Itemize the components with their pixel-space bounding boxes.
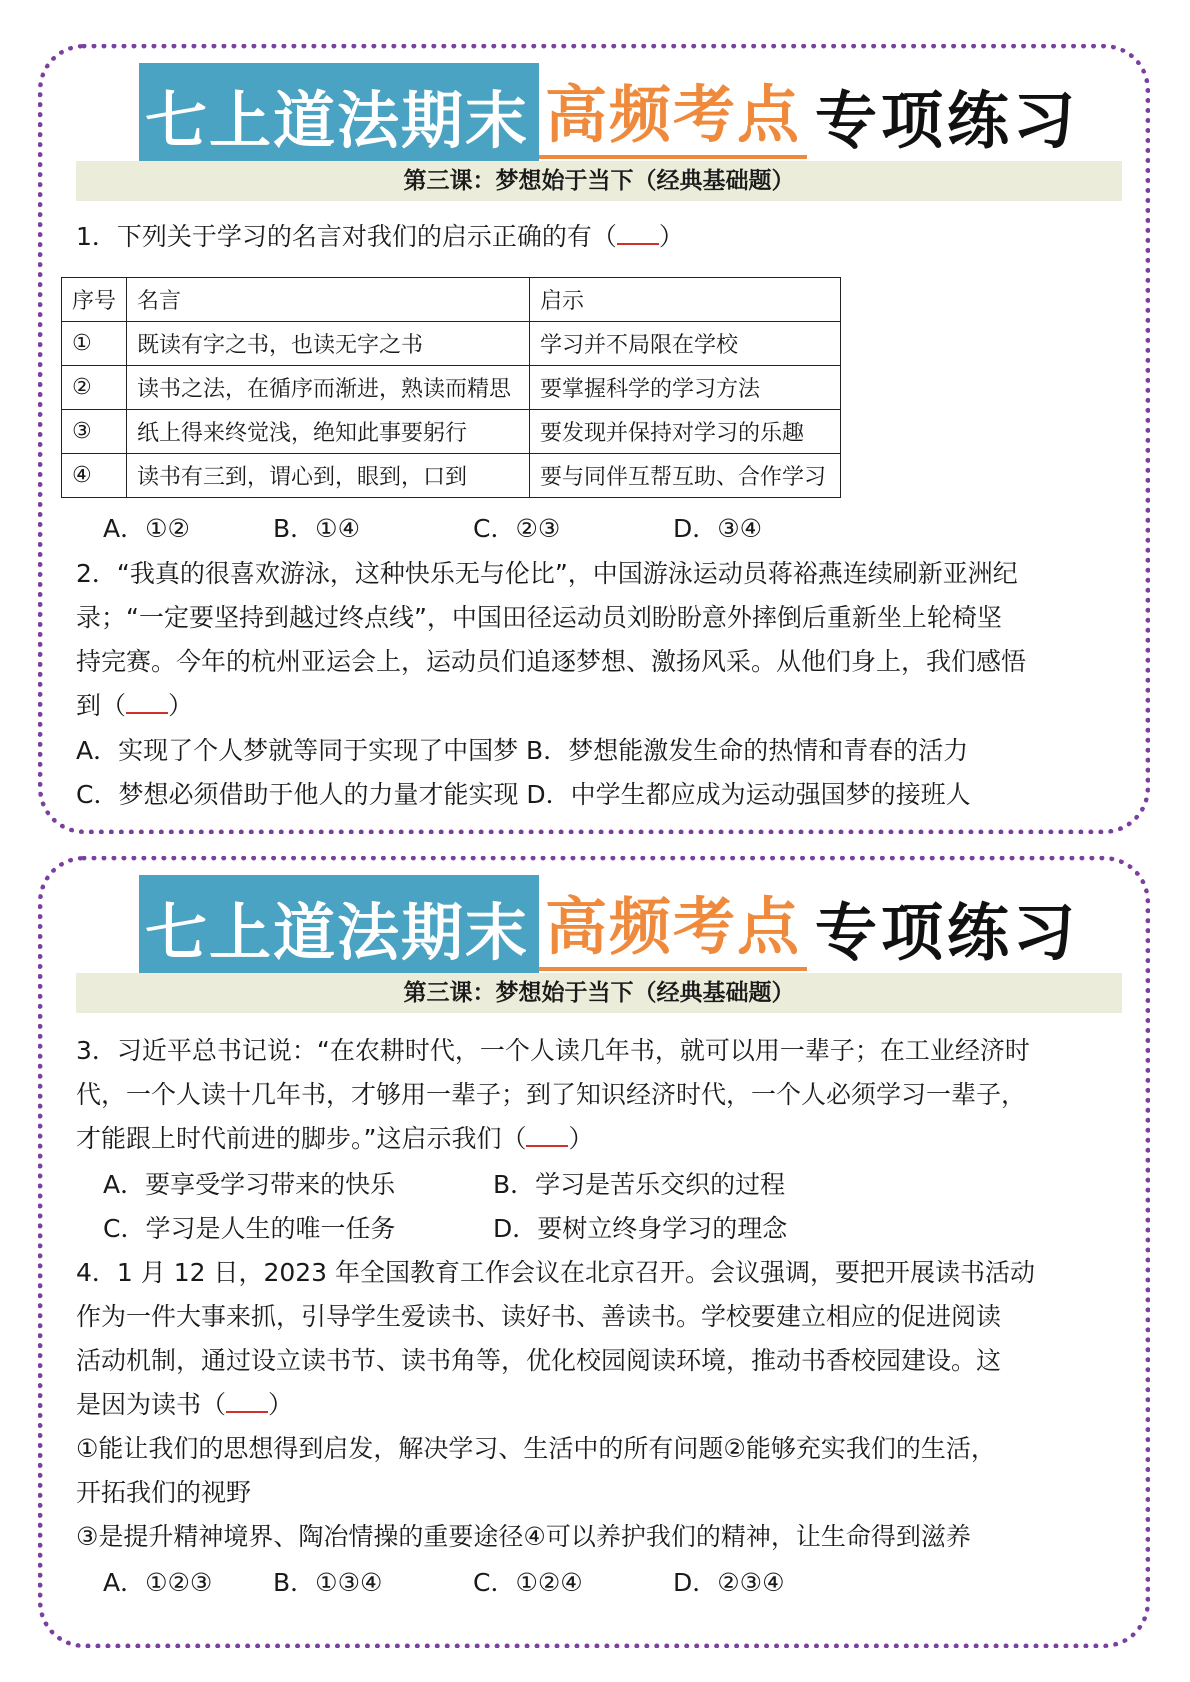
q1-option-d[interactable]: D．③④ [673, 514, 763, 543]
row-quote: 纸上得来终觉浅，绝知此事要躬行 [127, 410, 530, 454]
question-card-1 [38, 44, 1150, 834]
table-row [62, 410, 841, 454]
q2-stem-line: 录；“一定要坚持到越过终点线”，中国田径运动员刘盼盼意外摔倒后重新坐上轮椅坚 [76, 603, 1002, 632]
q4-stem-line: 活动机制，通过设立读书节、读书角等，优化校园阅读环境，推动书香校园建设。这 [76, 1346, 1002, 1375]
q4-option-a[interactable]: A．①②③ [103, 1568, 213, 1597]
answer-blank[interactable] [226, 1387, 268, 1413]
q1-option-a[interactable]: A．①② [103, 514, 190, 543]
q1-option-b[interactable]: B．①④ [273, 514, 360, 543]
header-index: 序号 [62, 278, 127, 322]
q4-option-b[interactable]: B．①③④ [273, 1568, 383, 1597]
title-part-2: 高频考点 [539, 63, 807, 159]
q2-options-ab[interactable]: A．实现了个人梦就等同于实现了中国梦 B．梦想能激发生命的热情和青春的活力 [76, 736, 969, 765]
q4-options [103, 1561, 785, 1605]
answer-blank[interactable] [617, 219, 659, 245]
q1-stem-close: ） [658, 222, 684, 251]
row-quote: 读书之法，在循序而渐进，熟读而精思 [127, 366, 530, 410]
row-insight: 要与同伴互帮互助、合作学习 [530, 454, 841, 498]
q3-option-a[interactable]: A．要享受学习带来的快乐 [103, 1170, 396, 1199]
q1-stem [76, 215, 1126, 259]
q1-stem-text: 1．下列关于学习的名言对我们的启示正确的有（ [76, 222, 617, 251]
row-quote: 既读有字之书，也读无字之书 [127, 322, 530, 366]
q2-stem-close: ） [168, 691, 194, 720]
q4-stem-line: 4．1 月 12 日，2023 年全国教育工作会议在北京召开。会议强调，要把开展读书活动 [76, 1258, 1036, 1287]
q3-stem-last: 才能跟上时代前进的脚步。”这启示我们（ [76, 1124, 527, 1153]
q4-stem-last: 是因为读书（ [76, 1390, 227, 1419]
q4-option-c[interactable]: C．①②④ [473, 1568, 583, 1597]
q4-option-d[interactable]: D．②③④ [673, 1568, 785, 1597]
q1-option-c[interactable]: C．②③ [473, 514, 561, 543]
header-insight: 启示 [530, 278, 841, 322]
row-index: ④ [62, 454, 127, 498]
answer-blank[interactable] [526, 1121, 568, 1147]
q2-options-cd[interactable]: C．梦想必须借助于他人的力量才能实现 D．中学生都应成为运动强国梦的接班人 [76, 780, 971, 809]
row-index: ③ [62, 410, 127, 454]
header-quote: 名言 [127, 278, 530, 322]
title-part-1: 七上道法期末 [139, 63, 539, 167]
table-row [62, 366, 841, 410]
q2-stem [76, 552, 1126, 728]
title-part-1: 七上道法期末 [139, 875, 539, 979]
q3-stem [76, 1029, 1126, 1161]
title-part-3: 专项练习 [815, 83, 1080, 157]
q3-option-b[interactable]: B．学习是苦乐交织的过程 [493, 1170, 786, 1199]
row-index: ① [62, 322, 127, 366]
title-part-3: 专项练习 [815, 895, 1080, 969]
q4-stem-line: 作为一件大事来抓，引导学生爱读书、读好书、善读书。学校要建立相应的促进阅读 [76, 1302, 1002, 1331]
q3-options-row-2 [103, 1207, 787, 1251]
title-part-2: 高频考点 [539, 875, 807, 971]
banner-title [139, 63, 1087, 167]
banner-title [139, 875, 1087, 979]
table-row [62, 322, 841, 366]
row-quote: 读书有三到，谓心到，眼到，口到 [127, 454, 530, 498]
q4-stem-close: ） [268, 1390, 294, 1419]
row-index: ② [62, 366, 127, 410]
q3-stem-close: ） [568, 1124, 594, 1153]
q2-stem-line: 2．“我真的很喜欢游泳，这种快乐无与伦比”，中国游泳运动员蒋裕燕连续刷新亚洲纪 [76, 559, 1018, 588]
table-header-row [62, 278, 841, 322]
quotes-table [61, 277, 841, 498]
q3-option-c[interactable]: C．学习是人生的唯一任务 [103, 1214, 396, 1243]
q2-stem-line: 持完赛。今年的杭州亚运会上，运动员们追逐梦想、激扬风采。从他们身上，我们感悟 [76, 647, 1027, 676]
row-insight: 要发现并保持对学习的乐趣 [530, 410, 841, 454]
q3-stem-line: 代，一个人读十几年书，才够用一辈子；到了知识经济时代，一个人必须学习一辈子， [76, 1080, 1027, 1109]
row-insight: 学习并不局限在学校 [530, 322, 841, 366]
q4-statement: ③是提升精神境界、陶冶情操的重要途径④可以养护我们的精神，让生命得到滋养 [76, 1522, 971, 1551]
q3-stem-line: 3．习近平总书记说：“在农耕时代，一个人读几年书，就可以用一辈子；在工业经济时 [76, 1036, 1030, 1065]
q4-stem [76, 1251, 1126, 1559]
row-insight: 要掌握科学的学习方法 [530, 366, 841, 410]
q2-stem-last: 到（ [76, 691, 127, 720]
answer-blank[interactable] [126, 688, 168, 714]
lesson-subtitle: 第三课：梦想始于当下（经典基础题） [76, 973, 1122, 1013]
q4-statement: ①能让我们的思想得到启发，解决学习、生活中的所有问题②能够充实我们的生活， [76, 1434, 996, 1463]
q1-options [103, 507, 762, 551]
q3-option-d[interactable]: D．要树立终身学习的理念 [493, 1214, 788, 1243]
lesson-subtitle: 第三课：梦想始于当下（经典基础题） [76, 161, 1122, 201]
q4-statement: 开拓我们的视野 [76, 1478, 252, 1507]
question-card-2 [38, 856, 1150, 1648]
q3-options-row-1 [103, 1163, 785, 1207]
table-row [62, 454, 841, 498]
